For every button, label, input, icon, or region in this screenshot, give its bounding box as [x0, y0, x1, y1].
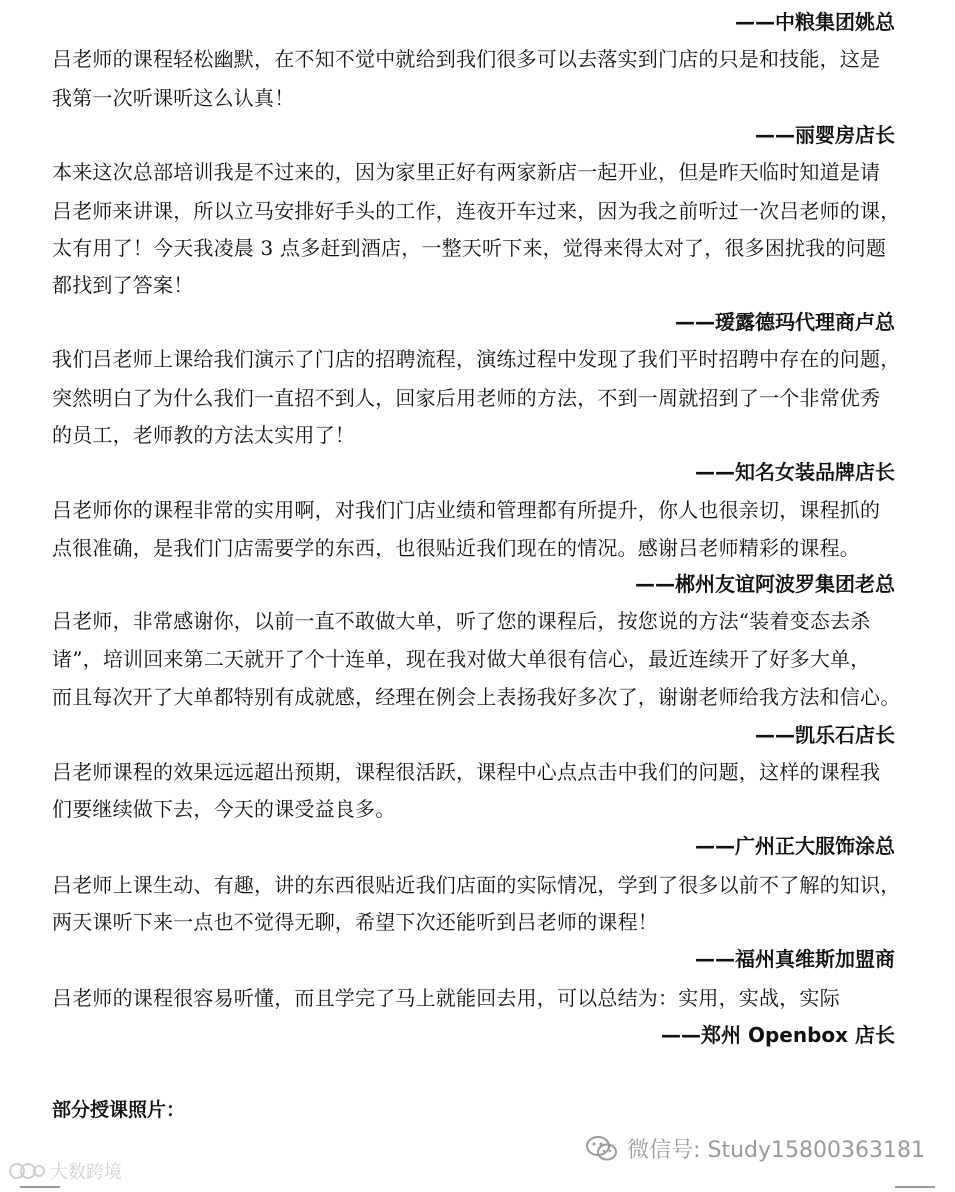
- brand-logo-icon: [8, 1160, 46, 1182]
- attribution-womens-brand: ——知名女装品牌店长: [695, 460, 895, 484]
- attribution-guangzhou: ——广州正大服饰涂总: [695, 834, 895, 858]
- testimonial-text-line: 本来这次总部培训我是不过来的，因为家里正好有两家新店一起开业，但是昨天临时知道是请: [52, 160, 881, 184]
- attribution-zhengzhou: ——郑州 Openbox 店长: [660, 1023, 895, 1047]
- testimonial-text-line: 都找到了答案！: [52, 273, 194, 297]
- testimonial-text-line: 太有用了！今天我凌晨 3 点多赶到酒店，一整天听下来，觉得来得太对了，很多困扰我的问题: [52, 236, 887, 260]
- testimonial-text-line: 吕老师你的课程非常的实用啊，对我们门店业绩和管理都有所提升，你人也很亲切，课程抓的: [52, 498, 881, 522]
- testimonial-text-line: 吕老师的课程轻松幽默，在不知不觉中就给到我们很多可以去落实到门店的只是和技能，这是: [52, 47, 881, 71]
- testimonial-text-line: 的员工，老师教的方法太实用了！: [52, 423, 355, 447]
- attribution-kaileshi: ——凯乐石店长: [755, 723, 895, 747]
- wechat-id-text: 微信号: Study15800363181: [627, 1138, 925, 1163]
- wechat-icon: [585, 1134, 619, 1164]
- attribution-fuzhou: ——福州真维斯加盟商: [695, 947, 895, 971]
- testimonial-text-line: 突然明白了为什么我们一直招不到人，回家后用老师的方法，不到一周就招到了一个非常优秀: [52, 386, 881, 410]
- testimonial-text-line: 而且每次开了大单都特别有成就感，经理在例会上表扬我好多次了，谢谢老师给我方法和信心。: [52, 685, 901, 709]
- attribution-ailudema: ——瑷露德玛代理商卢总: [675, 310, 895, 334]
- testimonial-text-line: 我们吕老师上课给我们演示了门店的招聘流程，演练过程中发现了我们平时招聘中存在的问题，: [52, 347, 901, 371]
- testimonial-text-line: 吕老师来讲课，所以立马安排好手头的工作，连夜开车过来，因为我之前听过一次吕老师的课，: [52, 199, 901, 223]
- attribution-zhongliang: ——中粮集团姚总: [735, 10, 895, 34]
- wechat-watermark: [585, 1133, 925, 1164]
- brand-watermark: [8, 1158, 122, 1184]
- testimonial-text-line: 我第一次听课听这么认真！: [52, 86, 295, 110]
- testimonial-text-line: 点很准确，是我们门店需要学的东西，也很贴近我们现在的情况。感谢吕老师精彩的课程。: [52, 536, 860, 560]
- attribution-chenzhou: ——郴州友谊阿波罗集团老总: [635, 572, 895, 596]
- page-corner-mark-right: [895, 1186, 935, 1188]
- testimonial-text-line: 吕老师课程的效果远远超出预期，课程很活跃，课程中心点点击中我们的问题，这样的课程我: [52, 760, 881, 784]
- brand-logo-text: 大数跨境: [50, 1162, 122, 1183]
- testimonial-text-line: 吕老师，非常感谢你，以前一直不敢做大单，听了您的课程后，按您说的方法“装着变态去杀: [52, 609, 871, 633]
- testimonial-text-line: 诸”，培训回来第二天就开了个十连单，现在我对做大单很有信心，最近连续开了好多大单，: [52, 647, 871, 671]
- testimonial-text-line: 两天课听下来一点也不觉得无聊，希望下次还能听到吕老师的课程！: [52, 910, 658, 934]
- page-corner-mark-left: [20, 1186, 60, 1188]
- testimonial-text-line: 吕老师的课程很容易听懂，而且学完了马上就能回去用，可以总结为：实用，实战，实际: [52, 986, 840, 1010]
- testimonial-text-line: 们要继续做下去，今天的课受益良多。: [52, 797, 396, 821]
- attribution-liyingfang: ——丽婴房店长: [755, 123, 895, 147]
- testimonial-text-line: 吕老师上课生动、有趣，讲的东西很贴近我们店面的实际情况，学到了很多以前不了解的知识，: [52, 873, 901, 897]
- photos-section-heading: 部分授课照片：: [52, 1099, 186, 1121]
